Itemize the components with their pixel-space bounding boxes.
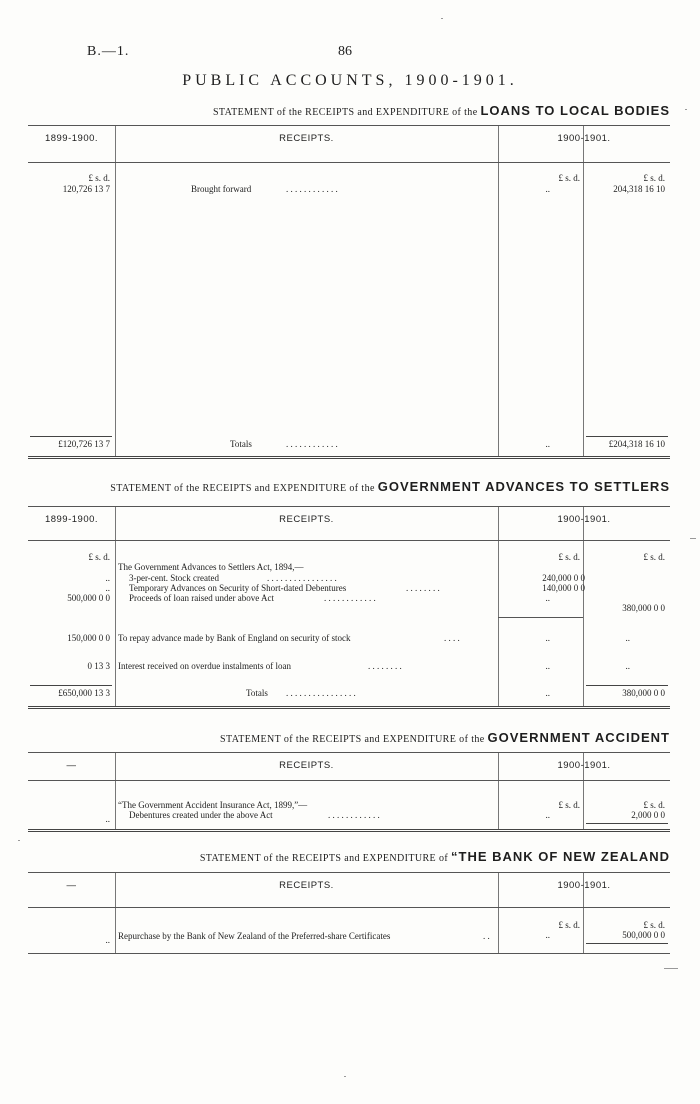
bank-statement-title	[200, 849, 670, 864]
bank-table	[28, 872, 670, 954]
advances-statement-title	[110, 479, 670, 494]
accident-units-right: £ s. d.	[643, 800, 665, 810]
loans-col-receipts: RECEIPTS.	[279, 133, 334, 144]
loans-title-name: LOANS TO LOCAL BODIES	[480, 103, 670, 118]
loans-col-prev: 1899-1900.	[44, 133, 99, 144]
loans-bf-mid: ..	[545, 184, 550, 194]
accident-table	[28, 752, 670, 832]
loans-units-prev: £ s. d.	[88, 173, 110, 183]
advances-r1-prev: ..	[105, 573, 110, 583]
loans-totals-mid: ..	[545, 439, 550, 449]
advances-r5-right: ..	[625, 661, 630, 671]
main-title: PUBLIC ACCOUNTS, 1900-1901.	[182, 72, 518, 89]
loans-bf-prev: 120,726 13 7	[62, 184, 110, 194]
loans-totals-dots: . . . . . . . . . . . .	[286, 439, 338, 449]
advances-totals-prev: £650,000 13 3	[58, 688, 110, 698]
advances-r3-dots: . . . . . . . . . . . .	[324, 593, 376, 603]
bank-title-prefix: STATEMENT of the RECEIPTS and EXPENDITURE of	[199, 853, 449, 864]
advances-r4-label: To repay advance made by Bank of England on security of stock	[118, 633, 351, 643]
bank-units-mid: £ s. d.	[558, 920, 580, 930]
bank-prev: ..	[105, 935, 110, 945]
accident-prev: ..	[105, 814, 110, 824]
advances-r5-mid: ..	[545, 661, 550, 671]
advances-r2-label: Temporary Advances on Security of Short-dated Debentures	[129, 583, 347, 593]
accident-title-prefix: STATEMENT of the RECEIPTS and EXPENDITURE of the	[220, 734, 485, 745]
bank-mid: ..	[545, 930, 550, 940]
advances-col-prev: 1899-1900.	[44, 514, 99, 525]
accident-mid: ..	[545, 810, 550, 820]
bank-col-receipts: RECEIPTS.	[279, 880, 334, 891]
accident-col-receipts: RECEIPTS.	[279, 760, 334, 771]
advances-r3-label: Proceeds of loan raised under above Act	[129, 593, 274, 603]
advances-title-name: GOVERNMENT ADVANCES TO SETTLERS	[377, 479, 670, 494]
advances-units-right: £ s. d.	[643, 552, 665, 562]
advances-r2-mid: 140,000 0 0	[542, 583, 585, 593]
loans-bf-dots: . . . . . . . . . . . .	[286, 184, 338, 194]
advances-subtotal: 380,000 0 0	[622, 603, 665, 613]
advances-r4-dots: . . . .	[444, 633, 460, 643]
advances-r5-label: Interest received on overdue instalments of loan	[118, 661, 291, 671]
scan-speck	[685, 109, 687, 110]
advances-r1-mid: 240,000 0 0	[542, 573, 585, 583]
advances-totals-label: Totals	[246, 688, 268, 698]
advances-title-prefix: STATEMENT of the RECEIPTS and EXPENDITURE of the	[110, 483, 375, 494]
loans-col-curr: 1900-1901.	[557, 133, 611, 144]
advances-totals-mid: ..	[545, 688, 550, 698]
scan-speck	[441, 18, 443, 19]
scan-speck	[18, 840, 20, 841]
loans-bf-label: Brought forward	[191, 184, 252, 194]
loans-table	[28, 125, 670, 459]
advances-r1-label: 3-per-cent. Stock created	[129, 573, 220, 583]
advances-totals-dots: . . . . . . . . . . . . . . . .	[286, 688, 356, 698]
accident-units-mid: £ s. d.	[558, 800, 580, 810]
advances-units-mid: £ s. d.	[558, 552, 580, 562]
loans-title-prefix: STATEMENT of the RECEIPTS and EXPENDITURE of the	[212, 107, 478, 118]
bank-units-right: £ s. d.	[643, 920, 665, 930]
bank-line1: Repurchase by the Bank of New Zealand of the Preferred-share Certificates	[118, 931, 391, 941]
advances-col-curr: 1900-1901.	[557, 514, 611, 525]
loans-totals-prev: £120,726 13 7	[58, 439, 110, 449]
scan-speck	[690, 538, 696, 539]
advances-r4-mid: ..	[545, 633, 550, 643]
accident-col-prev: —	[66, 760, 77, 771]
advances-totals-right: 380,000 0 0	[622, 688, 665, 698]
bank-dots: . .	[483, 931, 490, 941]
advances-act-heading: The Government Advances to Settlers Act, 1894,—	[118, 562, 304, 572]
advances-table	[28, 506, 670, 709]
advances-r5-prev: 0 13 3	[87, 661, 110, 671]
accident-col-curr: 1900-1901.	[557, 760, 611, 771]
accident-line2: Debentures created under the above Act	[129, 810, 273, 820]
advances-r3-mid: ..	[545, 593, 550, 603]
scan-speck	[664, 968, 678, 969]
advances-r2-dots: . . . . . . . .	[406, 583, 440, 593]
accident-dots: . . . . . . . . . . . .	[328, 810, 380, 820]
loans-totals-label: Totals	[230, 439, 252, 449]
advances-r5-dots: . . . . . . . .	[368, 661, 402, 671]
loans-bf-right: 204,318 16 10	[613, 184, 665, 194]
loans-totals-right: £204,318 16 10	[608, 439, 665, 449]
advances-col-receipts: RECEIPTS.	[279, 514, 334, 525]
scan-speck	[344, 1076, 346, 1077]
accident-right: 2,000 0 0	[631, 810, 665, 820]
loans-statement-title	[213, 103, 670, 118]
advances-r1-dots: . . . . . . . . . . . . . . . .	[267, 573, 337, 583]
bank-col-prev: —	[66, 880, 77, 891]
bank-title-name: “THE BANK OF NEW ZEALAND	[451, 849, 670, 864]
loans-units-right: £ s. d.	[643, 173, 665, 183]
advances-r2-prev: ..	[105, 583, 110, 593]
advances-r4-prev: 150,000 0 0	[67, 633, 110, 643]
advances-r3-prev: 500,000 0 0	[67, 593, 110, 603]
bank-col-curr: 1900-1901.	[557, 880, 611, 891]
bank-right: 500,000 0 0	[622, 930, 665, 940]
accident-statement-title	[220, 730, 670, 745]
advances-units-prev: £ s. d.	[88, 552, 110, 562]
advances-r4-right: ..	[625, 633, 630, 643]
loans-units-mid: £ s. d.	[558, 173, 580, 183]
accident-line1: “The Government Accident Insurance Act, 1899,”—	[118, 800, 308, 810]
page-reference: B.—1.	[87, 44, 130, 59]
page-number: 86	[338, 44, 352, 59]
accident-title-name: GOVERNMENT ACCIDENT	[487, 730, 670, 745]
